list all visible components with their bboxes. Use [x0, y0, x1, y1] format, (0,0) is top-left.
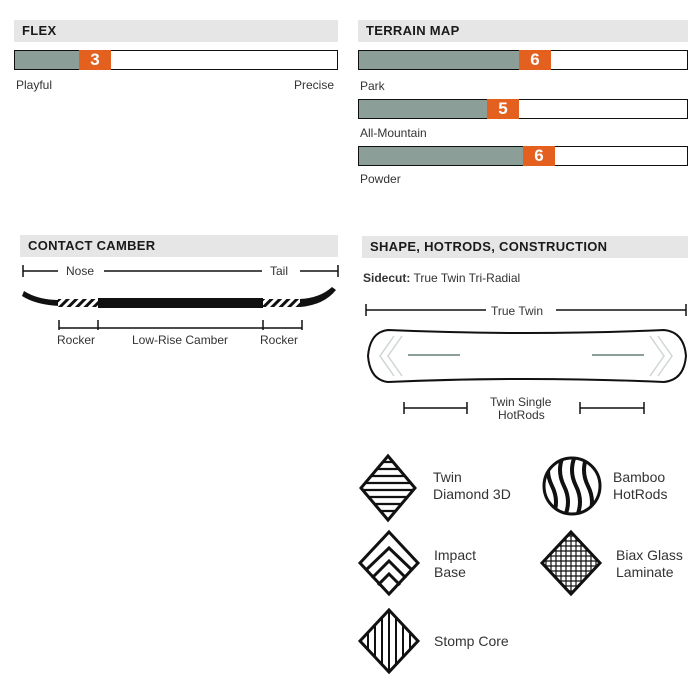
flex-right-label: Precise: [294, 78, 335, 92]
terrain-header: TERRAIN MAP: [358, 20, 688, 42]
tail-label: Tail: [270, 264, 289, 278]
terrain-bar-all-mountain: [358, 99, 688, 119]
bamboo-label-1: Bamboo: [613, 469, 666, 485]
twin-diamond-3d-icon: [356, 452, 420, 524]
sidecut-value: True Twin Tri-Radial: [413, 271, 521, 285]
rocker-left-label: Rocker: [57, 333, 96, 347]
true-twin-label: True Twin: [491, 304, 544, 318]
stomp-core-icon: [356, 606, 422, 676]
biax-glass-laminate-icon: [538, 528, 604, 598]
twin-diamond-label-1: Twin: [433, 469, 462, 485]
biax-label-2: Laminate: [616, 564, 674, 580]
terrain-bar-park: [358, 50, 688, 70]
nose-rocker-zone: [58, 299, 98, 307]
terrain-value-badge: 6: [519, 50, 551, 70]
bamboo-label-2: HotRods: [613, 486, 668, 502]
terrain-value-badge: 5: [487, 99, 519, 119]
terrain-value-badge: 6: [523, 146, 555, 166]
terrain-bar-powder: [358, 146, 688, 166]
shape-header: SHAPE, HOTRODS, CONSTRUCTION: [362, 236, 688, 258]
camber-profile-diagram: [0, 0, 350, 360]
sidecut-label: Sidecut:: [363, 271, 411, 285]
impact-base-icon: [356, 528, 422, 598]
terrain-bar-fill: [359, 100, 487, 118]
stomp-core-label: Stomp Core: [434, 633, 509, 649]
rocker-right-label: Rocker: [260, 333, 299, 347]
hotrods-label-line2: HotRods: [498, 408, 545, 422]
board-tail-rocker: [300, 287, 336, 307]
flex-value-badge: 3: [79, 50, 111, 70]
terrain-label-park: Park: [360, 79, 385, 93]
bamboo-hotrods-icon: [540, 454, 604, 518]
board-nose-rocker: [22, 291, 60, 306]
terrain-bar-fill: [359, 51, 519, 69]
impact-base-label-1: Impact: [434, 547, 477, 563]
impact-base-label-2: Base: [434, 564, 466, 580]
terrain-label-all-mountain: All-Mountain: [360, 126, 427, 140]
nose-label: Nose: [66, 264, 95, 278]
twin-diamond-label-2: Diamond 3D: [433, 486, 511, 502]
sidecut-line: [363, 271, 520, 285]
flex-header: FLEX: [14, 20, 338, 42]
terrain-label-powder: Powder: [360, 172, 401, 186]
low-rise-camber-label: Low-Rise Camber: [132, 333, 229, 347]
flex-left-label: Playful: [16, 78, 53, 92]
hotrods-label-line1: Twin Single: [490, 395, 552, 409]
terrain-bar-fill: [359, 147, 523, 165]
biax-label-1: Biax Glass: [616, 547, 683, 563]
camber-zone: [98, 298, 263, 308]
tail-rocker-zone: [263, 299, 301, 307]
camber-header: CONTACT CAMBER: [20, 235, 338, 257]
